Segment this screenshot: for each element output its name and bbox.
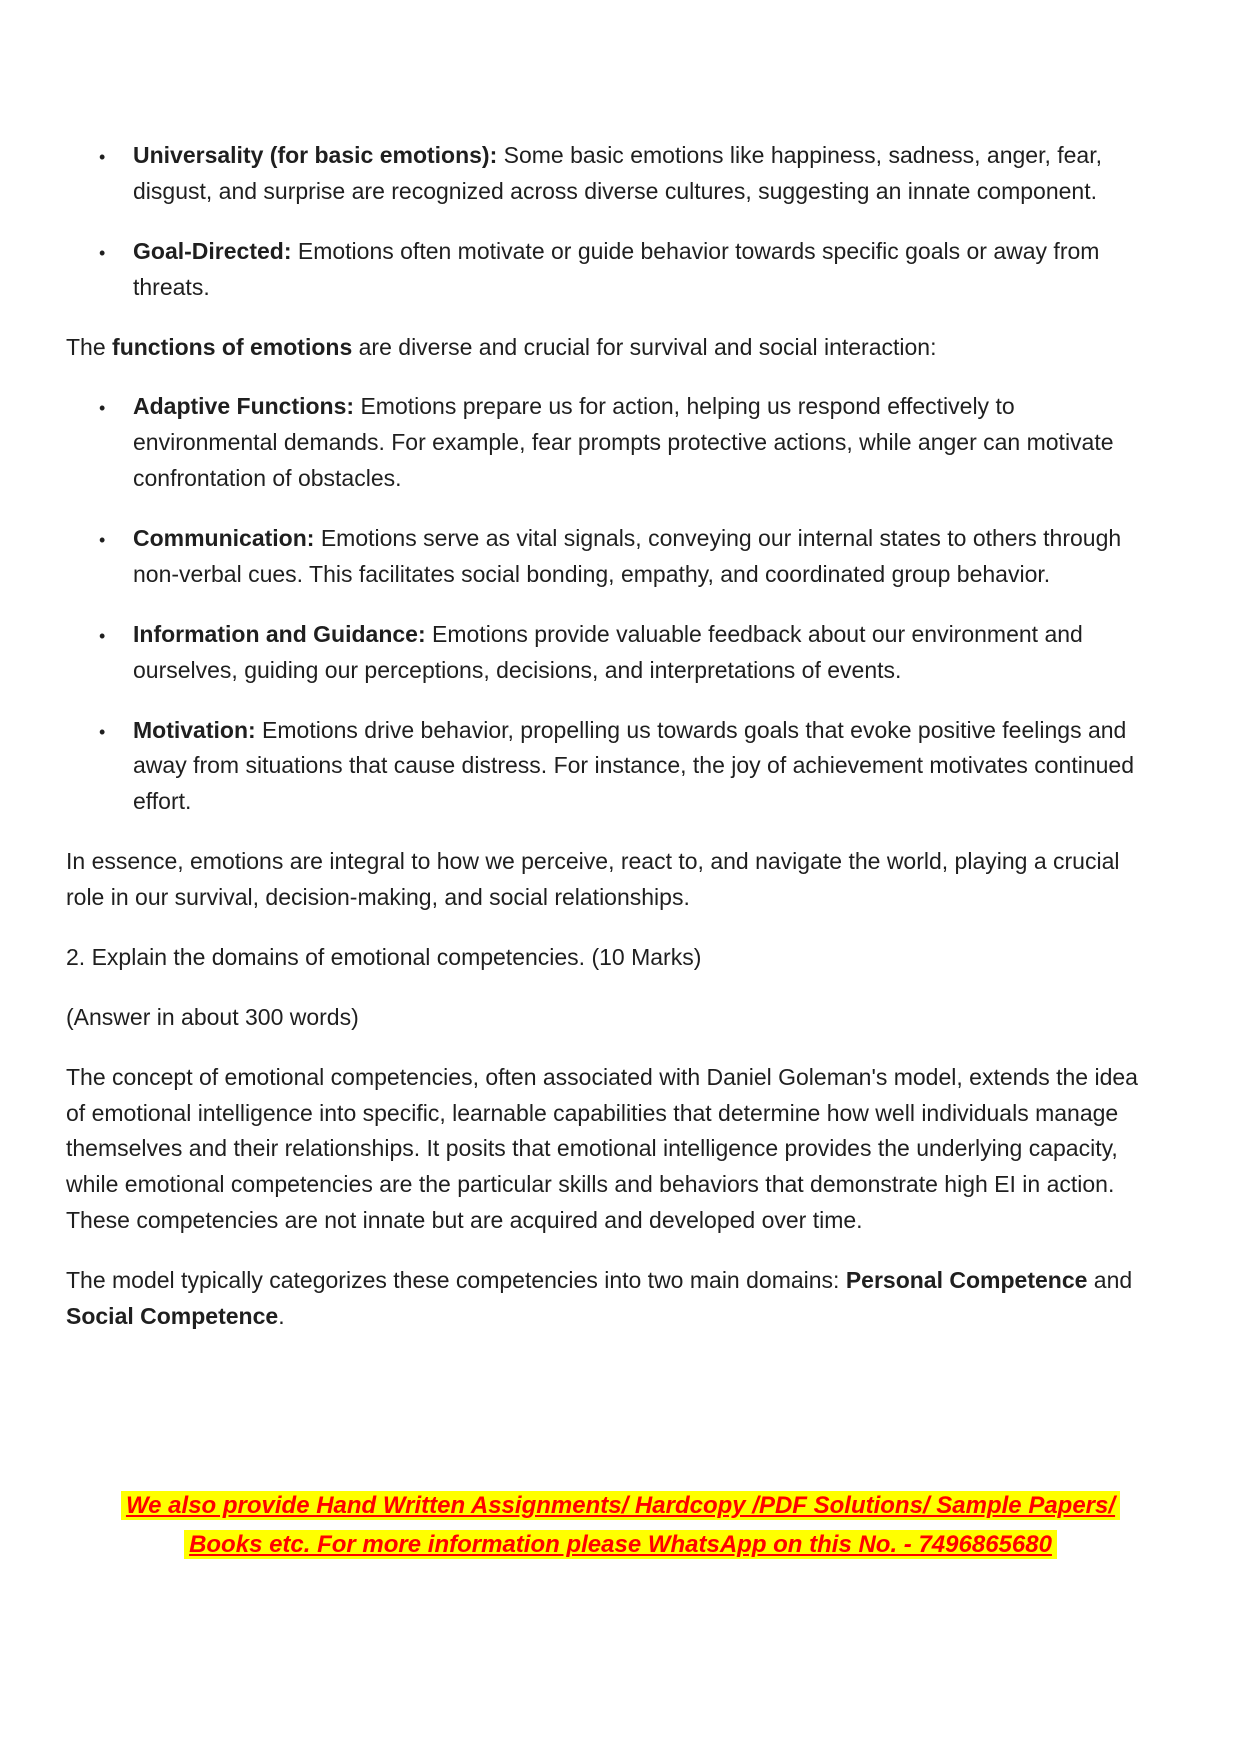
functions-intro-paragraph <box>66 330 1163 366</box>
model-mid-text: and <box>1087 1267 1133 1293</box>
concept-paragraph: The concept of emotional competencies, often associated with Daniel Goleman's model, extends the idea of emotional intelligence into specific, learnable capabilities that determine how well individuals manage themselves and their relationships. It posits that emotional intelligence provides the underlying capacity, while emotional competencies are the particular skills and behaviors that demonstrate high EI in action. These competencies are not innate but are acquired and developed over time. <box>66 1063 1138 1234</box>
bullet-dot-icon: • <box>99 625 106 646</box>
intro-bold-text: functions of emotions <box>112 333 353 360</box>
bullet-body-text: Emotions serve as vital signals, conveying our internal states to others through non-verbal cues. This facilitates social bonding, empathy, and coordinated group behavior. <box>133 525 1122 587</box>
answer-word-count-note: (Answer in about 300 words) <box>66 1003 359 1030</box>
bullet-information-guidance <box>66 617 1163 689</box>
bullet-dot-icon: • <box>99 398 106 419</box>
model-domains-paragraph <box>66 1263 1163 1335</box>
bullet-text <box>133 393 1114 491</box>
bullet-dot-icon: • <box>99 530 106 550</box>
model-post-text: . <box>278 1302 285 1329</box>
intro-post-text: are diverse and crucial for survival and social interaction: <box>352 333 937 360</box>
bullet-communication <box>66 521 1163 593</box>
bullet-lead-bold: Information and Guidance: <box>133 620 426 647</box>
bullet-dot-icon: • <box>99 242 106 263</box>
bullet-text <box>133 621 1083 683</box>
bullet-body-text: Some basic emotions like happiness, sadness, anger, fear, disgust, and surprise are recognized across diverse cultures, suggesting an innate component. <box>133 142 1102 204</box>
bullet-motivation <box>66 713 1163 821</box>
promo-banner-line2: Books etc. For more information please WhatsApp on this No. - 7496865680 <box>184 1530 1057 1559</box>
question-2-text: 2. Explain the domains of emotional competencies. (10 Marks) <box>66 943 702 970</box>
model-pre-text: The model typically categorizes these competencies into two main domains: <box>66 1267 846 1293</box>
bullet-text <box>133 142 1102 204</box>
personal-competence-bold: Personal Competence <box>845 1267 1088 1293</box>
bullet-goal-directed <box>66 234 1163 306</box>
bullet-dot-icon: • <box>99 721 106 742</box>
bullet-list-top <box>66 138 1163 306</box>
bullet-list-functions <box>66 389 1163 820</box>
bullet-dot-icon: • <box>99 147 106 167</box>
bullet-body-text: Emotions often motivate or guide behavior towards specific goals or away from threats. <box>133 237 1100 300</box>
bullet-adaptive-functions <box>66 389 1163 497</box>
bullet-lead-bold: Communication: <box>133 525 315 551</box>
bullet-lead-bold: Motivation: <box>133 716 256 743</box>
bullet-lead-bold: Universality (for basic emotions): <box>133 142 498 168</box>
social-competence-bold: Social Competence <box>66 1302 279 1329</box>
bullet-lead-bold: Adaptive Functions: <box>133 393 355 420</box>
promo-banner <box>0 1487 1241 1565</box>
intro-pre-text: The <box>66 333 113 360</box>
bullet-body-text: Emotions prepare us for action, helping us respond effectively to environmental demands. For example, fear prompts protective actions, while anger can motivate confrontation of obstacles. <box>133 393 1114 492</box>
bullet-text <box>133 238 1099 300</box>
essence-paragraph: In essence, emotions are integral to how we perceive, react to, and navigate the world, playing a crucial role in our survival, decision-making, and social relationships. <box>66 848 1120 910</box>
bullet-text <box>133 717 1134 815</box>
bullet-universality <box>66 138 1163 210</box>
promo-banner-line1: We also provide Hand Written Assignments/ Hardcopy /PDF Solutions/ Sample Papers/ <box>121 1491 1120 1520</box>
bullet-body-text: Emotions provide valuable feedback about our environment and ourselves, guiding our perceptions, decisions, and interpretations of events. <box>133 620 1083 683</box>
bullet-body-text: Emotions drive behavior, propelling us towards goals that evoke positive feelings and away from situations that cause distress. For instance, the joy of achievement motivates continued effort. <box>133 716 1134 815</box>
bullet-lead-bold: Goal-Directed: <box>133 237 292 264</box>
bullet-text <box>133 525 1121 587</box>
